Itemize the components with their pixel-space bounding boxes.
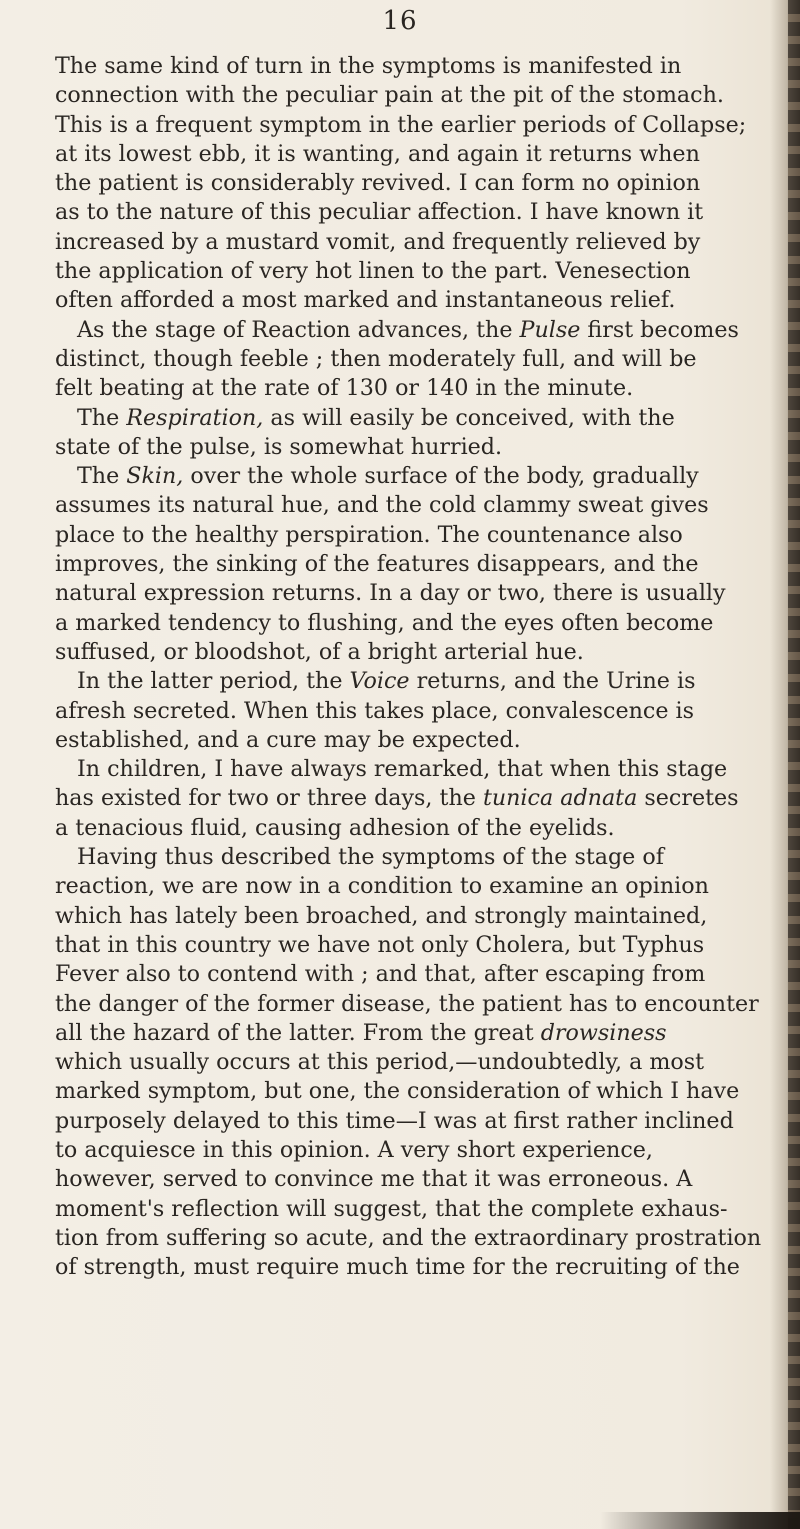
text-run: felt beating at the rate of 130 or 140 in the minute.	[55, 375, 634, 402]
text-line	[55, 286, 785, 315]
italic-term: Pulse	[519, 316, 581, 343]
text-run: The	[77, 463, 127, 490]
text-run: which has lately been broached, and strongly maintained,	[55, 902, 708, 929]
text-run: place to the healthy perspiration. The countenance also	[55, 521, 683, 548]
text-line	[55, 345, 785, 374]
text-line	[55, 1224, 785, 1253]
text-run: of strength, must require much time for the recruiting of the	[55, 1254, 740, 1281]
text-run: over the whole surface of the body, gradually	[183, 463, 699, 490]
text-line	[55, 697, 785, 726]
text-run: reaction, we are now in a condition to examine an opinion	[55, 873, 709, 900]
text-line	[55, 52, 785, 81]
italic-term: Respiration,	[126, 404, 264, 431]
text-line	[55, 521, 785, 550]
body-text	[55, 52, 785, 1282]
text-run: This is a frequent symptom in the earlier periods of Collapse;	[55, 111, 747, 138]
text-line	[55, 1195, 785, 1224]
text-line	[55, 198, 785, 227]
text-run: the danger of the former disease, the patient has to encounter	[55, 990, 759, 1017]
text-run: that in this country we have not only Cholera, but Typhus	[55, 931, 705, 958]
text-line	[55, 111, 785, 140]
text-run: the patient is considerably revived. I can form no opinion	[55, 170, 701, 197]
text-run: often afforded a most marked and instantaneous relief.	[55, 287, 676, 314]
text-line	[55, 81, 785, 110]
italic-term: Voice	[349, 668, 410, 695]
text-run: returns, and the Urine is	[409, 668, 696, 695]
text-run: increased by a mustard vomit, and frequently relieved by	[55, 228, 701, 255]
text-run: the application of very hot linen to the part. Venesection	[55, 258, 691, 285]
text-line	[55, 491, 785, 520]
text-line	[55, 140, 785, 169]
text-line	[55, 902, 785, 931]
text-line	[55, 1107, 785, 1136]
text-run: moment's reflection will suggest, that the complete exhaus-	[55, 1195, 728, 1222]
italic-term: tunica adnata	[482, 785, 638, 812]
text-line	[55, 1165, 785, 1194]
text-line	[55, 169, 785, 198]
text-run: assumes its natural hue, and the cold clammy sweat gives	[55, 492, 709, 519]
text-line	[55, 316, 785, 345]
text-run: The same kind of turn in the symptoms is manifested in	[55, 53, 682, 79]
italic-term: drowsiness	[540, 1019, 667, 1046]
text-run: state of the pulse, is somewhat hurried.	[55, 433, 503, 460]
text-run: established, and a cure may be expected.	[55, 726, 521, 753]
text-line	[55, 960, 785, 989]
text-run: natural expression returns. In a day or two, there is usually	[55, 580, 726, 607]
text-run: secretes	[637, 785, 739, 812]
text-run: to acquiesce in this opinion. A very short experience,	[55, 1136, 653, 1163]
text-line	[55, 814, 785, 843]
text-line	[55, 990, 785, 1019]
text-line	[55, 257, 785, 286]
text-line	[55, 579, 785, 608]
text-run: at its lowest ebb, it is wanting, and again it returns when	[55, 140, 700, 167]
text-run: marked symptom, but one, the consideration of which I have	[55, 1078, 740, 1105]
text-run: however, served to convince me that it was erroneous. A	[55, 1166, 693, 1193]
text-run: connection with the peculiar pain at the pit of the stomach.	[55, 82, 724, 109]
text-line	[55, 638, 785, 667]
text-line	[55, 931, 785, 960]
text-line	[55, 374, 785, 403]
text-run: purposely delayed to this time—I was at first rather inclined	[55, 1107, 734, 1134]
text-run: all the hazard of the latter. From the great	[55, 1019, 541, 1046]
page-corner-shadow	[600, 1512, 800, 1529]
text-run: has existed for two or three days, the	[55, 785, 483, 812]
text-run: Having thus described the symptoms of the stage of	[77, 844, 664, 871]
text-run: Fever also to contend with ; and that, after escaping from	[55, 961, 706, 988]
text-line	[55, 726, 785, 755]
text-line	[55, 1048, 785, 1077]
text-line	[55, 843, 785, 872]
text-run: a tenacious fluid, causing adhesion of the eyelids.	[55, 814, 615, 841]
text-run: distinct, though feeble ; then moderately full, and will be	[55, 345, 697, 372]
text-run: tion from suffering so acute, and the extraordinary prostration	[55, 1224, 762, 1251]
text-run: afresh secreted. When this takes place, convalescence is	[55, 697, 694, 724]
text-line	[55, 1077, 785, 1106]
text-line	[55, 1253, 785, 1282]
text-run: The	[77, 404, 127, 431]
page-edge	[788, 0, 800, 1529]
text-line	[55, 462, 785, 491]
text-run: In children, I have always remarked, that when this stage	[77, 756, 728, 783]
text-line	[55, 1136, 785, 1165]
italic-term: Skin,	[126, 463, 184, 490]
text-line	[55, 404, 785, 433]
text-run: as to the nature of this peculiar affection. I have known it	[55, 199, 704, 226]
text-run: as will easily be conceived, with the	[263, 404, 675, 431]
text-line	[55, 550, 785, 579]
text-line	[55, 755, 785, 784]
text-run: first becomes	[580, 316, 739, 343]
text-line	[55, 228, 785, 257]
text-line	[55, 667, 785, 696]
page-number: 16	[382, 6, 418, 36]
text-line	[55, 609, 785, 638]
text-run: improves, the sinking of the features disappears, and the	[55, 551, 699, 578]
text-line	[55, 784, 785, 813]
text-run: suffused, or bloodshot, of a bright arterial hue.	[55, 638, 584, 665]
text-line	[55, 433, 785, 462]
text-run: which usually occurs at this period,—undoubtedly, a most	[55, 1049, 705, 1076]
text-line	[55, 1019, 785, 1048]
text-run: In the latter period, the	[77, 668, 350, 695]
text-line	[55, 872, 785, 901]
text-run: As the stage of Reaction advances, the	[77, 316, 520, 343]
text-run: a marked tendency to flushing, and the eyes often become	[55, 609, 714, 636]
